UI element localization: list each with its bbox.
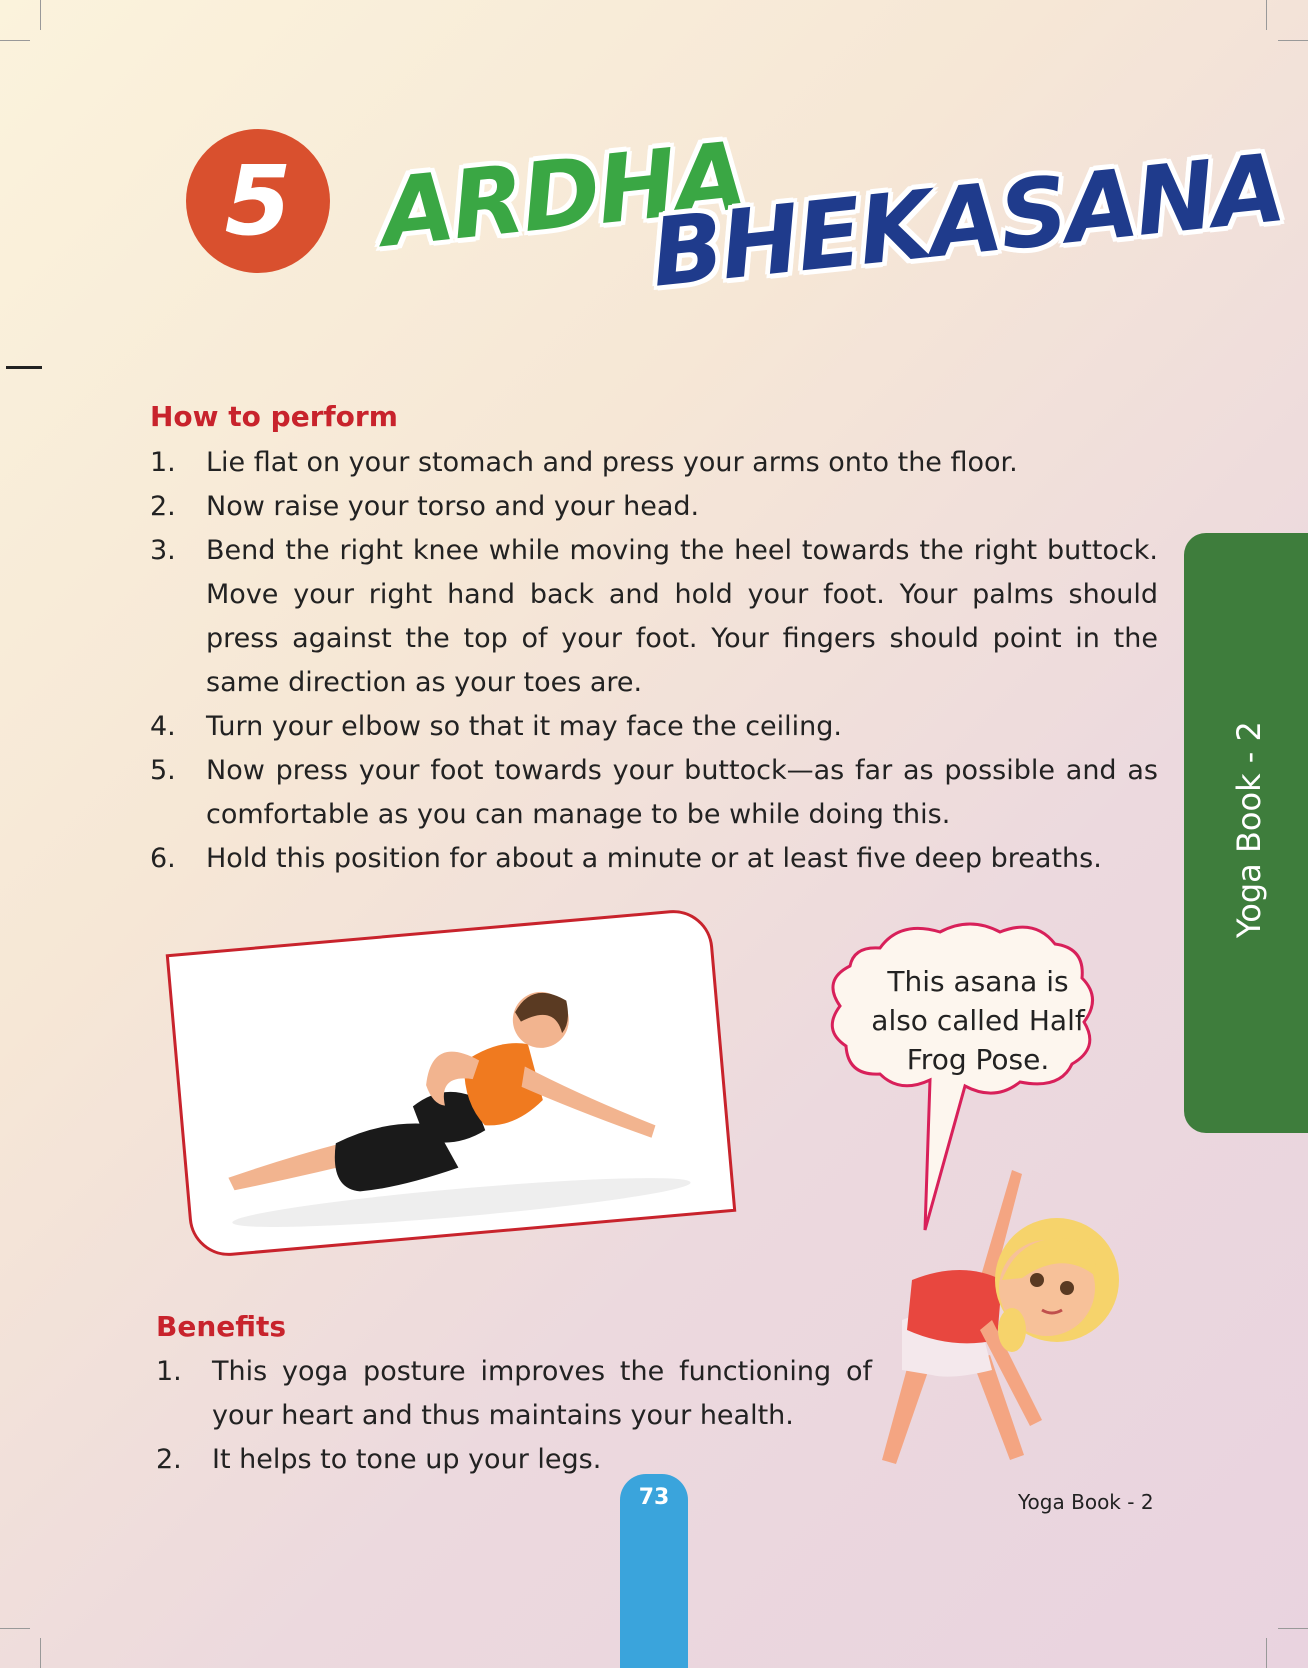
list-item: 4. Turn your elbow so that it may face the ceiling. (150, 711, 842, 742)
chapter-number: 5 (224, 145, 292, 257)
chapter-title-line2: BHEKASANA (646, 134, 1289, 309)
crop-mark (40, 1638, 41, 1668)
side-tab-label: Yoga Book - 2 (1230, 721, 1268, 938)
pose-photo (166, 907, 737, 1259)
crop-mark (1278, 40, 1308, 41)
benefits-heading: Benefits (156, 1310, 287, 1343)
list-item: 6. Hold this position for about a minute or at least five deep breaths. (150, 843, 1102, 874)
margin-tick (6, 366, 42, 369)
list-item: 2. It helps to tone up your legs. (156, 1444, 602, 1475)
list-item: 2. Now raise your torso and your head. (150, 491, 700, 522)
footer-book-title: Yoga Book - 2 (1018, 1490, 1154, 1514)
steps-list (150, 441, 1158, 881)
chapter-number-badge (186, 129, 330, 273)
cartoon-girl-illustration (862, 1170, 1162, 1480)
crop-mark (1266, 0, 1267, 30)
crop-mark (1266, 1638, 1267, 1668)
list-item: 5. Now press your foot towards your buttock—as far as possible and as comfortable as you can manage to be while doing this. (150, 755, 1158, 830)
how-to-perform-heading: How to perform (150, 400, 398, 433)
crop-mark (0, 1628, 30, 1629)
yoga-pose-illustration (169, 910, 733, 1256)
page-number: 73 (638, 1485, 670, 1510)
list-item: 1. This yoga posture improves the functioning of your heart and thus maintains your health. (156, 1356, 872, 1431)
speech-bubble-text: This asana is also called Half Frog Pose. (871, 965, 1085, 1076)
crop-mark (0, 40, 30, 41)
benefits-list (156, 1350, 872, 1482)
crop-mark (1278, 1628, 1308, 1629)
chapter-title-line1: ARDHA (376, 122, 751, 269)
crop-mark (40, 0, 41, 30)
list-item: 1. Lie flat on your stomach and press your arms onto the floor. (150, 447, 1018, 478)
list-item: 3. Bend the right knee while moving the heel towards the right buttock. Move your right hand back and hold your foot. Your palms should press against the top of your foot. Your fingers should point in the same direction as your toes are. (150, 535, 1158, 698)
